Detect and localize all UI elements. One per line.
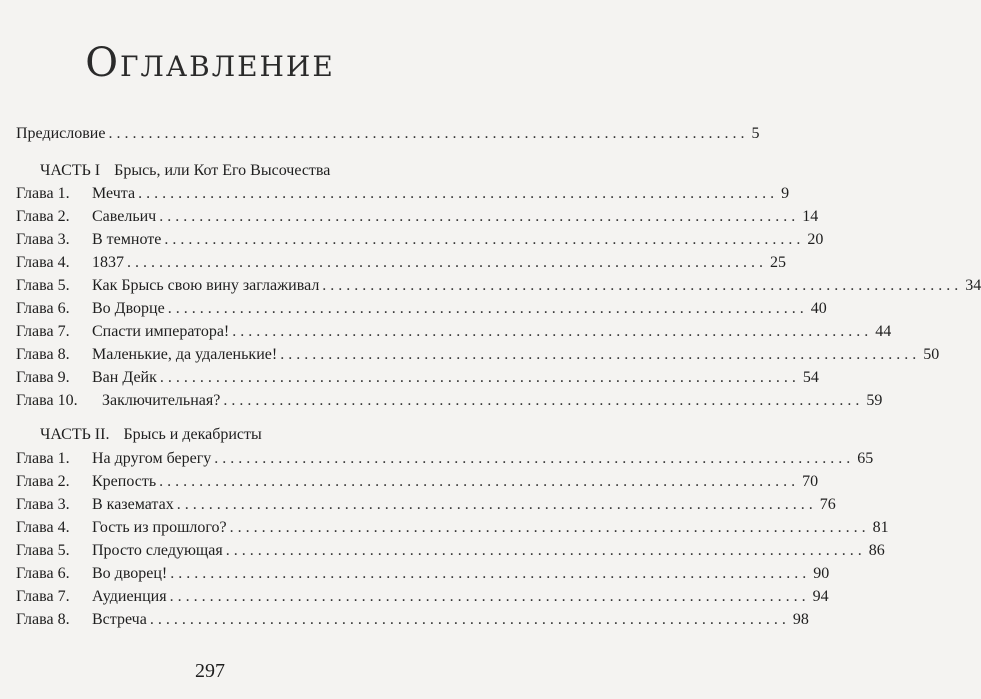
chapter-title: Аудиенция (92, 588, 167, 605)
toc-row (16, 609, 809, 631)
page-ref: 65 (857, 450, 874, 467)
leader-dots: ................................................................................ (159, 208, 800, 225)
leader-dots: ................................................................................ (138, 185, 779, 202)
leader-dots: ................................................................................ (170, 565, 811, 582)
toc-row (16, 448, 874, 470)
chapter-number: Глава 3. (16, 231, 70, 248)
toc-row-preface (16, 123, 760, 145)
chapter-title: Савельич (92, 208, 157, 225)
leader-dots: ................................................................................ (108, 125, 749, 142)
part-heading (40, 424, 410, 446)
toc-row (16, 390, 883, 412)
chapter-number: Глава 9. (16, 369, 70, 386)
toc-row (16, 206, 819, 228)
chapter-number: Глава 6. (16, 565, 70, 582)
chapter-title: Заключительная? (102, 392, 221, 409)
part-label: ЧАСТЬ II. (40, 426, 110, 443)
chapter-title: Ван Дейк (92, 369, 157, 386)
chapter-number: Глава 10. (16, 392, 78, 409)
toc-row (16, 563, 830, 585)
leader-dots: ................................................................................ (176, 496, 817, 513)
toc-row (16, 367, 819, 389)
toc-row (16, 321, 892, 343)
chapter-number: Глава 2. (16, 208, 70, 225)
part-label: ЧАСТЬ I (40, 162, 101, 179)
page-ref: 76 (819, 496, 836, 513)
toc-row (16, 586, 829, 608)
page-ref: 9 (781, 185, 790, 202)
leader-dots: ................................................................................ (127, 254, 767, 271)
chapter-title: Во дворец! (92, 565, 168, 582)
toc-row (16, 298, 827, 320)
chapter-title: Просто следующая (92, 542, 223, 559)
leader-dots: ................................................................................ (280, 346, 921, 363)
chapter-title: В казематах (92, 496, 174, 513)
leader-dots: ................................................................................ (167, 300, 808, 317)
toc-row (16, 494, 836, 516)
leader-dots: ................................................................................ (164, 231, 805, 248)
page-ref: 5 (751, 125, 760, 142)
page-ref: 14 (802, 208, 819, 225)
page-ref: 70 (802, 473, 819, 490)
chapter-title: Как Брысь свою вину заглаживал (92, 277, 320, 294)
page-ref: 25 (770, 254, 786, 271)
leader-dots: ................................................................................ (229, 519, 870, 536)
chapter-number: Глава 5. (16, 277, 70, 294)
leader-dots: ................................................................................ (223, 392, 864, 409)
chapter-title: 1837 (92, 254, 124, 271)
part-title: Брысь, или Кот Его Высочества (114, 162, 331, 179)
chapter-number: Глава 8. (16, 611, 70, 628)
part-heading (40, 160, 410, 182)
page-ref: 90 (813, 565, 830, 582)
leader-dots: ................................................................................ (159, 473, 800, 490)
chapter-title: Встреча (92, 611, 147, 628)
chapter-title: Мечта (92, 185, 136, 202)
page-ref: 34 (965, 277, 981, 294)
chapter-number: Глава 1. (16, 450, 70, 467)
chapter-number: Глава 3. (16, 496, 70, 513)
leader-dots: ................................................................................ (159, 369, 800, 386)
chapter-title: В темноте (92, 231, 162, 248)
chapter-title: Гость из прошлого? (92, 519, 227, 536)
chapter-number: Глава 5. (16, 542, 70, 559)
page-title: Оглавление (85, 40, 335, 86)
chapter-number: Глава 1. (16, 185, 70, 202)
page-ref: 94 (812, 588, 829, 605)
page-ref: 40 (810, 300, 827, 317)
page-number: 297 (195, 660, 225, 682)
leader-dots: ................................................................................ (214, 450, 855, 467)
page-ref: 98 (792, 611, 809, 628)
page-ref: 54 (802, 369, 819, 386)
chapter-number: Глава 4. (16, 519, 70, 536)
toc-row (16, 344, 940, 366)
leader-dots: ................................................................................ (169, 588, 810, 605)
page-ref: 44 (875, 323, 892, 340)
toc-row (16, 540, 885, 562)
toc-row (16, 275, 981, 297)
part-title: Брысь и декабристы (123, 426, 262, 443)
toc-row (16, 252, 786, 274)
chapter-title: Маленькие, да удаленькие! (92, 346, 278, 363)
chapter-number: Глава 7. (16, 588, 70, 605)
page-ref: 50 (923, 346, 940, 363)
toc-row (16, 183, 790, 205)
chapter-number: Глава 7. (16, 323, 70, 340)
chapter-title: На другом берегу (92, 450, 212, 467)
page-ref: 81 (872, 519, 889, 536)
page-ref: 20 (807, 231, 824, 248)
leader-dots: ................................................................................ (232, 323, 873, 340)
chapter-title: Спасти императора! (92, 323, 230, 340)
chapter-number: Глава 2. (16, 473, 70, 490)
chapter-title: Во Дворце (92, 300, 165, 317)
toc-row (16, 517, 889, 539)
page-ref: 86 (868, 542, 885, 559)
chapter-number: Глава 6. (16, 300, 70, 317)
toc-row (16, 229, 824, 251)
chapter-number: Глава 8. (16, 346, 70, 363)
chapter-title: Крепость (92, 473, 157, 490)
leader-dots: ................................................................................ (225, 542, 866, 559)
chapter-number: Глава 4. (16, 254, 70, 271)
chapter-title: Предисловие (16, 125, 106, 142)
page-ref: 59 (866, 392, 883, 409)
toc-row (16, 471, 819, 493)
leader-dots: ................................................................................ (322, 277, 963, 294)
leader-dots: ................................................................................ (149, 611, 790, 628)
